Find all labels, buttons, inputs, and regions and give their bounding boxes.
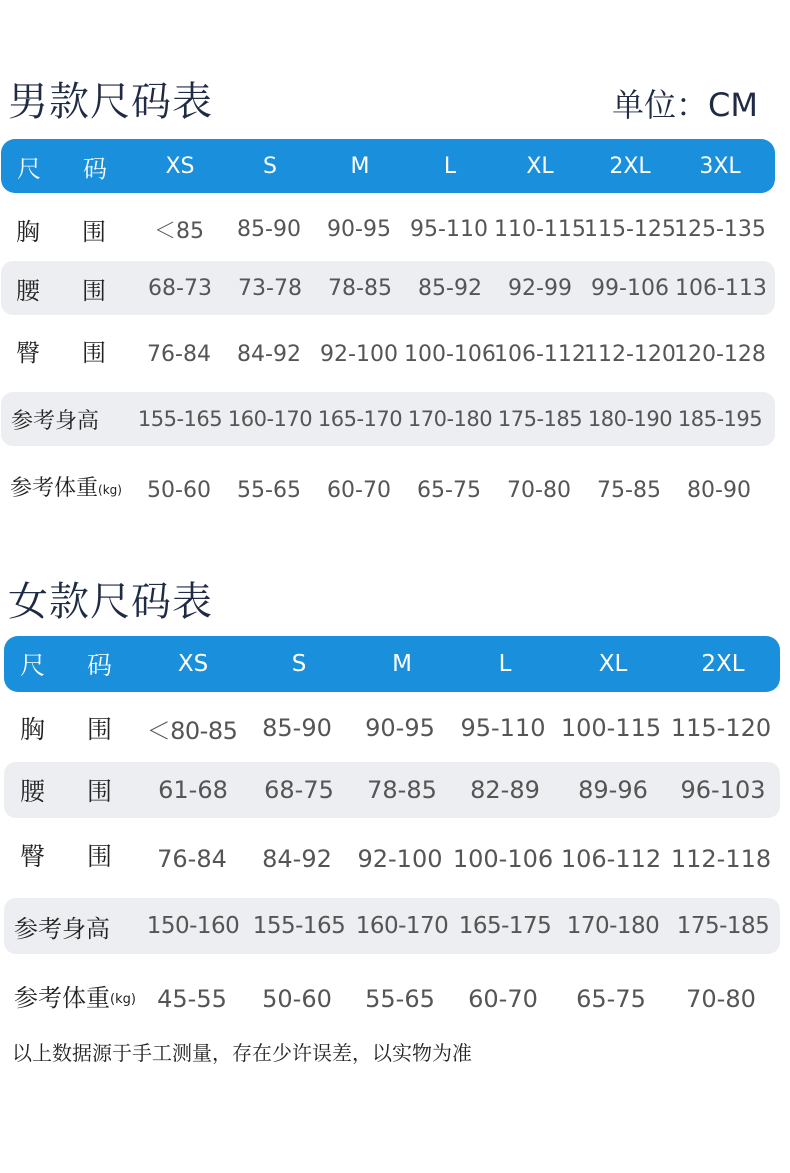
row-label (4, 909, 140, 944)
men-size-chart-title: 男款尺码表 (8, 79, 213, 125)
women-row-height (4, 898, 780, 954)
row-label-a: 臀 (20, 842, 46, 871)
size-col-m: M (392, 651, 412, 677)
table-cell: 61-68 (158, 776, 228, 804)
table-cell: 155-165 (137, 407, 223, 431)
table-cell: 78-85 (328, 275, 392, 301)
table-cell: 120-128 (674, 341, 766, 367)
women-row-chest (0, 700, 790, 756)
men-row-weight (0, 462, 790, 518)
table-cell: 55-65 (237, 477, 301, 503)
table-cell: 85-90 (262, 714, 332, 742)
women-row-hip (0, 830, 790, 888)
table-cell: 125-135 (674, 216, 766, 242)
table-cell: 55-65 (365, 985, 435, 1013)
table-cell: 165-175 (458, 913, 552, 939)
measurement-footnote: 以上数据源于手工测量，存在少许误差，以实物为准 (12, 1041, 472, 1065)
size-col-xs: XS (165, 153, 195, 179)
size-col-l: L (498, 651, 512, 677)
table-cell: 84-92 (237, 341, 301, 367)
table-cell: 115-120 (670, 714, 772, 742)
table-cell: 65-75 (576, 985, 646, 1013)
table-cell: 80-90 (687, 477, 751, 503)
row-label-unit: (kg) (110, 991, 136, 1007)
row-label (0, 212, 134, 247)
size-col-xl: XL (598, 651, 628, 677)
table-cell: 70-80 (507, 477, 571, 503)
table-cell: 70-80 (686, 985, 756, 1013)
row-label-a: 胸 (20, 715, 46, 744)
header-label-b: 码 (83, 154, 107, 183)
table-cell: 100-106 (404, 341, 496, 367)
table-cell: 65-75 (417, 477, 481, 503)
table-cell: 175-185 (676, 913, 770, 939)
row-label-b: 围 (87, 777, 113, 806)
table-cell: 110-115 (494, 216, 586, 242)
table-cell: 175-185 (497, 407, 583, 431)
row-label (0, 475, 134, 506)
table-cell: 85-90 (237, 216, 301, 242)
table-cell: 170-180 (407, 407, 493, 431)
table-cell: 60-70 (468, 985, 538, 1013)
header-label-a: 尺 (20, 651, 46, 680)
table-cell: 60-70 (327, 477, 391, 503)
row-label (0, 841, 140, 877)
table-cell: 180-190 (587, 407, 673, 431)
men-row-chest (0, 202, 790, 256)
row-label-text: 参考体重 (14, 983, 110, 1012)
table-cell: 112-120 (584, 341, 676, 367)
table-cell: 100-106 (452, 845, 554, 873)
row-label-b: 围 (82, 217, 106, 246)
table-cell: ＜80-85 (146, 716, 238, 745)
women-size-chart-title: 女款尺码表 (8, 579, 213, 625)
size-col-s: S (263, 153, 277, 179)
size-col-3xl: 3XL (699, 153, 741, 179)
table-cell: 92-100 (320, 341, 398, 367)
table-cell: 85-92 (418, 275, 482, 301)
header-label-cell (4, 646, 140, 682)
men-row-hip (0, 326, 790, 382)
men-row-height (1, 392, 775, 446)
header-label-cell (1, 149, 135, 184)
table-cell: 50-60 (147, 477, 211, 503)
size-col-2xl: 2XL (701, 651, 745, 677)
row-label-text: 参考体重 (10, 475, 99, 501)
table-cell: 92-99 (508, 275, 572, 301)
table-cell: 99-106 (591, 275, 669, 301)
row-label-text: 参考身高 (11, 408, 100, 434)
table-cell: 89-96 (578, 776, 648, 804)
table-cell: 76-84 (157, 845, 227, 873)
row-label-text: 参考身高 (14, 914, 110, 943)
table-cell: 82-89 (470, 776, 540, 804)
table-cell: 95-110 (460, 714, 546, 742)
table-cell: 160-170 (355, 913, 449, 939)
row-label-b: 围 (82, 338, 106, 367)
size-col-s: S (291, 651, 307, 677)
table-cell: 75-85 (597, 477, 661, 503)
header-label-b: 码 (87, 651, 113, 680)
table-cell: 185-195 (677, 407, 763, 431)
table-cell: 90-95 (327, 216, 391, 242)
table-cell: 73-78 (238, 275, 302, 301)
table-cell: 45-55 (157, 985, 227, 1013)
table-cell: 76-84 (147, 341, 211, 367)
table-cell: 106-112 (494, 341, 586, 367)
men-row-waist (1, 261, 775, 315)
row-label-b: 围 (82, 276, 106, 305)
women-header-row (4, 636, 780, 692)
header-label-a: 尺 (17, 154, 41, 183)
table-cell: 115-125 (584, 216, 676, 242)
row-label-a: 胸 (16, 217, 40, 246)
table-cell: 165-170 (317, 407, 403, 431)
table-cell: 78-85 (367, 776, 437, 804)
table-cell: 106-112 (560, 845, 662, 873)
row-label (1, 404, 135, 435)
row-label (0, 337, 134, 372)
table-cell: 96-103 (680, 776, 766, 804)
row-label-a: 腰 (16, 276, 40, 305)
table-cell: ＜85 (154, 218, 204, 244)
row-label-b: 围 (87, 715, 113, 744)
size-col-l: L (443, 153, 457, 179)
row-label (1, 271, 135, 306)
table-cell: 155-165 (252, 913, 346, 939)
row-label-b: 围 (87, 842, 113, 871)
row-label-unit: (kg) (98, 483, 122, 497)
size-col-xs: XS (177, 651, 209, 677)
table-cell: 68-73 (148, 275, 212, 301)
size-col-m: M (350, 153, 370, 179)
table-cell: 170-180 (566, 913, 660, 939)
table-cell: 160-170 (227, 407, 313, 431)
table-cell: 95-110 (410, 216, 488, 242)
table-cell: 106-113 (675, 275, 767, 301)
row-label-a: 臀 (16, 338, 40, 367)
table-cell: 100-115 (560, 714, 662, 742)
row-label-a: 腰 (20, 777, 46, 806)
table-cell: 92-100 (357, 845, 443, 873)
men-header-row (1, 139, 775, 193)
row-label (0, 982, 140, 1017)
size-col-2xl: 2XL (609, 153, 651, 179)
table-cell: 50-60 (262, 985, 332, 1013)
table-cell: 112-118 (670, 845, 772, 873)
table-cell: 84-92 (262, 845, 332, 873)
size-col-xl: XL (526, 153, 554, 179)
row-label (0, 710, 140, 746)
table-cell: 150-160 (146, 913, 240, 939)
table-cell: 68-75 (264, 776, 334, 804)
table-cell: 90-95 (365, 714, 435, 742)
women-row-weight (0, 970, 790, 1028)
unit-label: 单位：CM (612, 86, 758, 124)
women-row-waist (4, 762, 780, 818)
row-label (4, 772, 140, 808)
